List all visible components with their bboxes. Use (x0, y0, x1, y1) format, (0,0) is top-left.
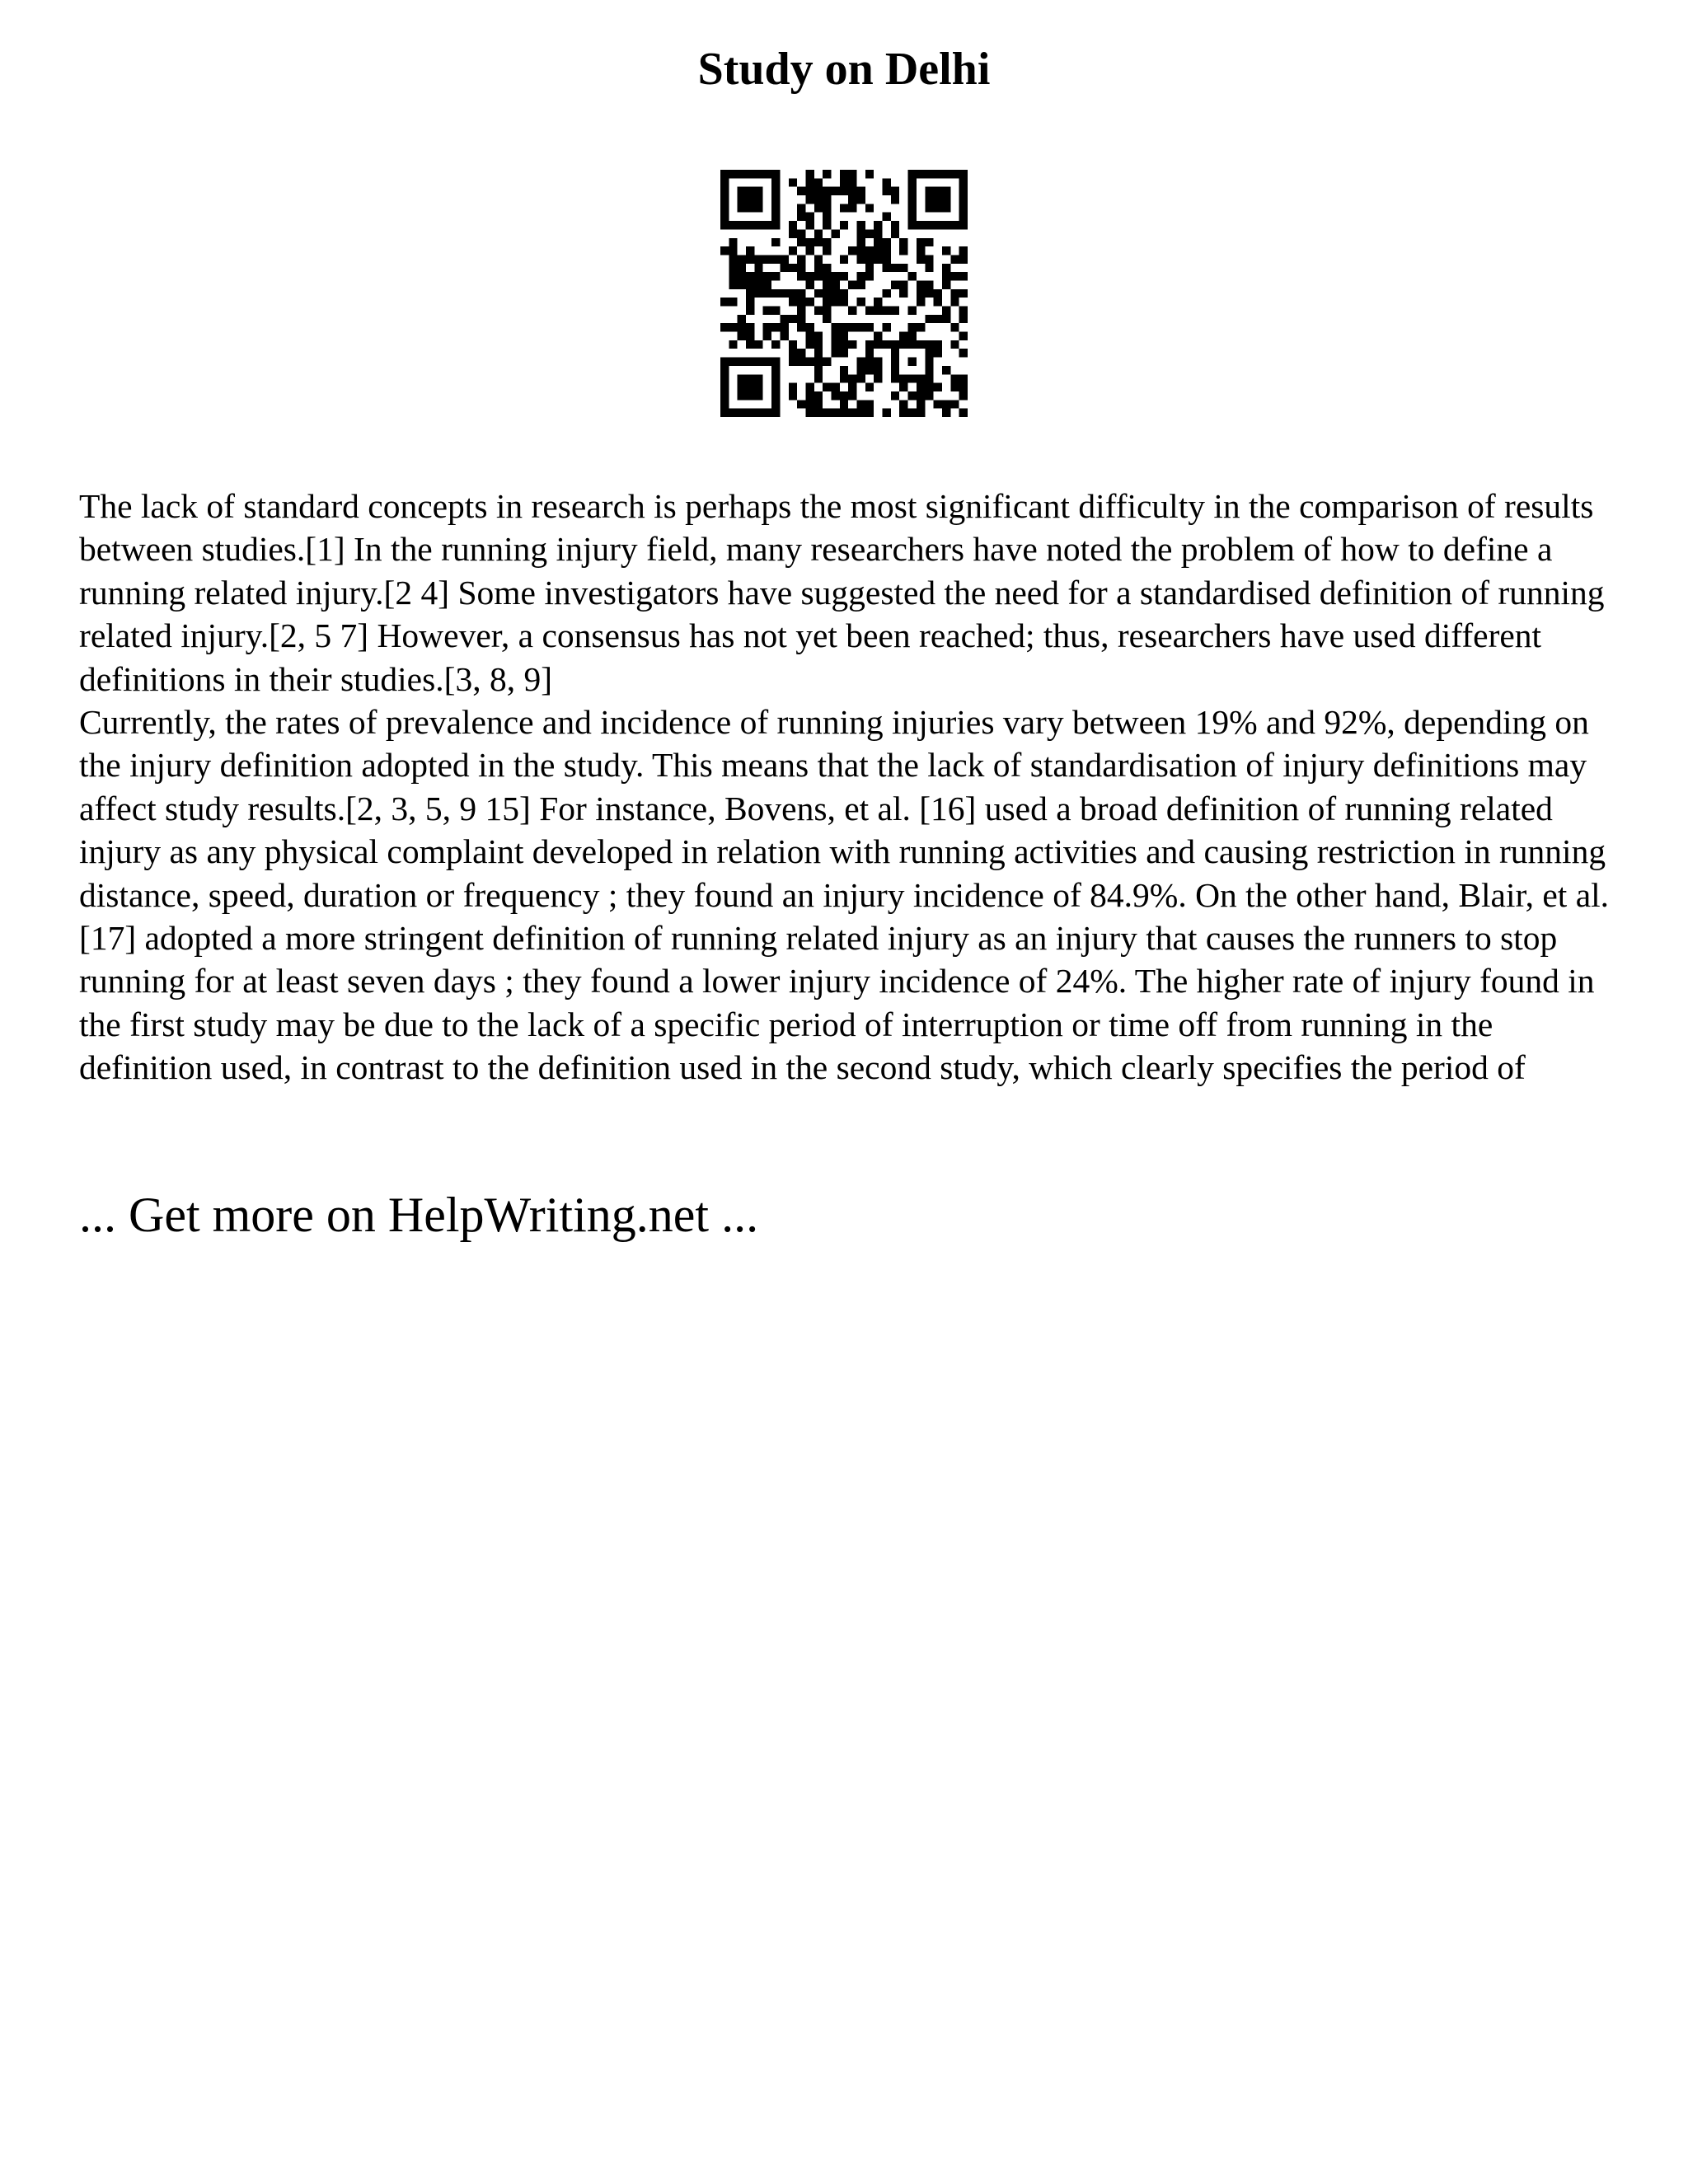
paragraph: The lack of standard concepts in research is perhaps the most significant difficulty in the comparison of results between studies.[1] In the running injury field, many researchers have noted the problem of how to define a running related injury.[2 4] Some investigators have suggested the need for a standardised definition of running related injury.[2, 5 7] However, a consensus has not yet been reached; thus, researchers have used different definitions in their studies.[3, 8, 9] (79, 487, 1605, 698)
get-more-link[interactable]: ... Get more on HelpWriting.net ... (79, 1188, 759, 1242)
article-body (79, 485, 1620, 1090)
page-title: Study on Delhi (697, 44, 991, 95)
paragraph: Currently, the rates of prevalence and incidence of running injuries vary between 19% and 92%, depending on the injury definition adopted in the study. This means that the lack of standardisation of injury definitions may affect study results.[2, 3, 5, 9 15] For instance, Bovens, et al. [16] used a broad definition of running related injury as any physical complaint developed in relation with running activities and causing restriction in running distance, speed, duration or frequency ; they found an injury incidence of 84.9%. On the other hand, Blair, et al. [17] adopted a more stringent definition of running related injury as an injury that causes the runners to stop running for at least seven days ; they found a lower injury incidence of 24%. The higher rate of injury found in the first study may be due to the lack of a specific period of interruption or time off from running in the definition used, in contrast to the definition used in the second study, which clearly specifies the period of (79, 703, 1610, 1087)
qr-code-icon (720, 170, 968, 417)
